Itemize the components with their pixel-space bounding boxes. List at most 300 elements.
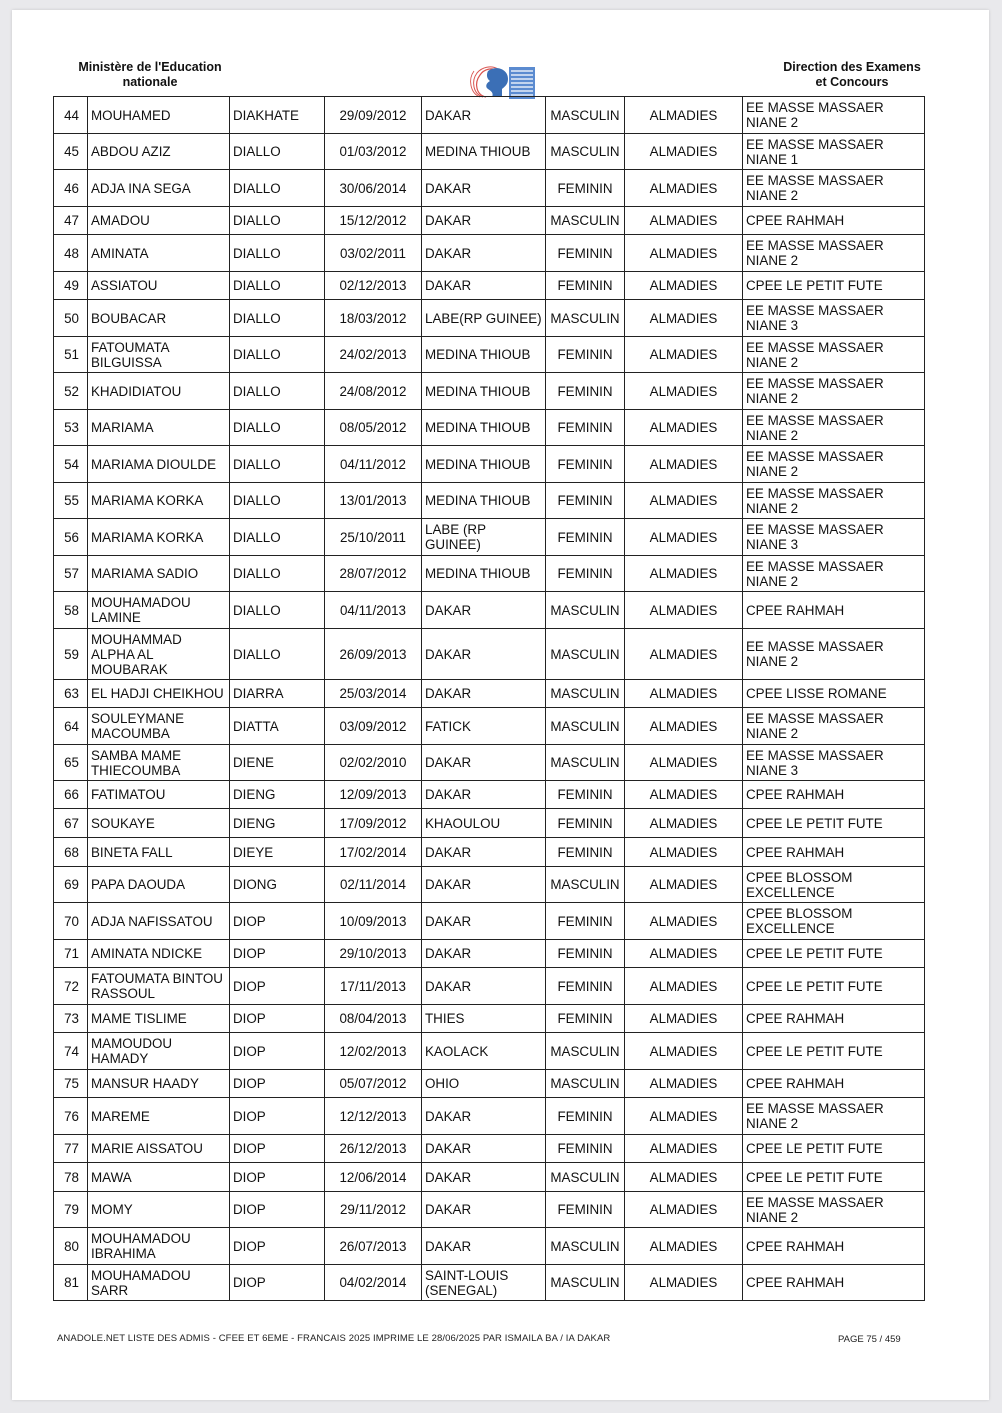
row-number: 49 [54, 272, 88, 300]
birth-date-cell: 02/02/2010 [325, 745, 422, 781]
birth-place-cell: MEDINA THIOUB [422, 556, 546, 592]
first-name-cell: MOUHAMMAD ALPHA AL MOUBARAK [88, 629, 230, 680]
table-row [54, 809, 925, 838]
first-name-cell: SOUKAYE [88, 809, 230, 838]
area-cell: ALMADIES [625, 483, 743, 519]
school-cell: EE MASSE MASSAER NIANE 3 [743, 300, 925, 337]
sex-cell: MASCULIN [546, 97, 625, 134]
row-number: 48 [54, 235, 88, 272]
birth-date-cell: 02/12/2013 [325, 272, 422, 300]
area-cell: ALMADIES [625, 519, 743, 556]
birth-date-cell: 25/03/2014 [325, 680, 422, 708]
birth-place-cell: DAKAR [422, 1192, 546, 1228]
school-cell: CPEE RAHMAH [743, 1070, 925, 1098]
birth-place-cell: DAKAR [422, 235, 546, 272]
birth-date-cell: 29/11/2012 [325, 1192, 422, 1228]
table-row [54, 1005, 925, 1033]
row-number: 51 [54, 337, 88, 373]
first-name-cell: AMADOU [88, 207, 230, 235]
ministry-name-line1: Ministère de l'Education [78, 60, 222, 74]
birth-place-cell: MEDINA THIOUB [422, 134, 546, 170]
last-name-cell: DIALLO [230, 134, 325, 170]
sex-cell: FEMININ [546, 1005, 625, 1033]
school-cell: EE MASSE MASSAER NIANE 3 [743, 745, 925, 781]
area-cell: ALMADIES [625, 940, 743, 968]
school-cell: EE MASSE MASSAER NIANE 2 [743, 97, 925, 134]
row-number: 77 [54, 1135, 88, 1163]
first-name-cell: FATIMATOU [88, 781, 230, 809]
birth-date-cell: 02/11/2014 [325, 867, 422, 903]
area-cell: ALMADIES [625, 1265, 743, 1301]
sex-cell: FEMININ [546, 446, 625, 483]
area-cell: ALMADIES [625, 410, 743, 446]
sex-cell: FEMININ [546, 373, 625, 410]
row-number: 56 [54, 519, 88, 556]
birth-date-cell: 26/07/2013 [325, 1228, 422, 1265]
birth-date-cell: 18/03/2012 [325, 300, 422, 337]
birth-place-cell: DAKAR [422, 207, 546, 235]
school-cell: EE MASSE MASSAER NIANE 2 [743, 410, 925, 446]
table-row [54, 1033, 925, 1070]
area-cell: ALMADIES [625, 300, 743, 337]
school-cell: EE MASSE MASSAER NIANE 2 [743, 337, 925, 373]
area-cell: ALMADIES [625, 272, 743, 300]
admitted-candidates-table [53, 96, 925, 1301]
birth-date-cell: 08/04/2013 [325, 1005, 422, 1033]
last-name-cell: DIEYE [230, 838, 325, 867]
area-cell: ALMADIES [625, 680, 743, 708]
table-row [54, 838, 925, 867]
birth-date-cell: 17/02/2014 [325, 838, 422, 867]
last-name-cell: DIOP [230, 1135, 325, 1163]
school-cell: EE MASSE MASSAER NIANE 3 [743, 519, 925, 556]
area-cell: ALMADIES [625, 337, 743, 373]
birth-date-cell: 04/11/2013 [325, 592, 422, 629]
table-row [54, 1192, 925, 1228]
row-number: 52 [54, 373, 88, 410]
school-cell: CPEE LE PETIT FUTE [743, 272, 925, 300]
area-cell: ALMADIES [625, 903, 743, 940]
last-name-cell: DIALLO [230, 410, 325, 446]
birth-place-cell: MEDINA THIOUB [422, 410, 546, 446]
sex-cell: MASCULIN [546, 1033, 625, 1070]
table-row [54, 410, 925, 446]
school-cell: CPEE LE PETIT FUTE [743, 1135, 925, 1163]
sex-cell: MASCULIN [546, 629, 625, 680]
area-cell: ALMADIES [625, 1070, 743, 1098]
last-name-cell: DIOP [230, 1265, 325, 1301]
birth-date-cell: 13/01/2013 [325, 483, 422, 519]
birth-place-cell: MEDINA THIOUB [422, 446, 546, 483]
table-row [54, 272, 925, 300]
area-cell: ALMADIES [625, 968, 743, 1005]
sex-cell: FEMININ [546, 170, 625, 207]
birth-date-cell: 01/03/2012 [325, 134, 422, 170]
last-name-cell: DIOP [230, 1228, 325, 1265]
sex-cell: MASCULIN [546, 1228, 625, 1265]
birth-date-cell: 26/12/2013 [325, 1135, 422, 1163]
page-number: PAGE 75 / 459 [838, 1334, 901, 1345]
first-name-cell: EL HADJI CHEIKHOU [88, 680, 230, 708]
last-name-cell: DIALLO [230, 446, 325, 483]
school-cell: EE MASSE MASSAER NIANE 2 [743, 446, 925, 483]
table-row [54, 1135, 925, 1163]
table-row [54, 745, 925, 781]
sex-cell: FEMININ [546, 483, 625, 519]
birth-place-cell: DAKAR [422, 272, 546, 300]
last-name-cell: DIALLO [230, 629, 325, 680]
birth-date-cell: 04/02/2014 [325, 1265, 422, 1301]
last-name-cell: DIONG [230, 867, 325, 903]
table-row [54, 1098, 925, 1135]
birth-place-cell: DAKAR [422, 629, 546, 680]
first-name-cell: MARIAMA KORKA [88, 519, 230, 556]
area-cell: ALMADIES [625, 1228, 743, 1265]
area-cell: ALMADIES [625, 867, 743, 903]
first-name-cell: MANSUR HAADY [88, 1070, 230, 1098]
row-number: 58 [54, 592, 88, 629]
birth-date-cell: 10/09/2013 [325, 903, 422, 940]
last-name-cell: DIENE [230, 745, 325, 781]
birth-date-cell: 12/06/2014 [325, 1163, 422, 1192]
last-name-cell: DIOP [230, 903, 325, 940]
school-cell: CPEE LE PETIT FUTE [743, 809, 925, 838]
last-name-cell: DIALLO [230, 300, 325, 337]
sex-cell: FEMININ [546, 781, 625, 809]
birth-place-cell: OHIO [422, 1070, 546, 1098]
table-row [54, 1228, 925, 1265]
birth-date-cell: 17/09/2012 [325, 809, 422, 838]
first-name-cell: MARIAMA KORKA [88, 483, 230, 519]
sex-cell: FEMININ [546, 968, 625, 1005]
area-cell: ALMADIES [625, 556, 743, 592]
school-cell: CPEE LISSE ROMANE [743, 680, 925, 708]
first-name-cell: MARIAMA [88, 410, 230, 446]
sex-cell: FEMININ [546, 1135, 625, 1163]
row-number: 69 [54, 867, 88, 903]
birth-place-cell: DAKAR [422, 592, 546, 629]
birth-date-cell: 24/02/2013 [325, 337, 422, 373]
table-row [54, 708, 925, 745]
area-cell: ALMADIES [625, 170, 743, 207]
school-cell: EE MASSE MASSAER NIANE 2 [743, 483, 925, 519]
directorate-header [767, 60, 937, 90]
sex-cell: FEMININ [546, 903, 625, 940]
area-cell: ALMADIES [625, 1098, 743, 1135]
row-number: 63 [54, 680, 88, 708]
sex-cell: MASCULIN [546, 134, 625, 170]
table-row [54, 1265, 925, 1301]
sex-cell: FEMININ [546, 838, 625, 867]
table-row [54, 373, 925, 410]
area-cell: ALMADIES [625, 1192, 743, 1228]
sex-cell: FEMININ [546, 272, 625, 300]
area-cell: ALMADIES [625, 134, 743, 170]
school-cell: CPEE RAHMAH [743, 838, 925, 867]
birth-place-cell: LABE(RP GUINEE) [422, 300, 546, 337]
sex-cell: MASCULIN [546, 207, 625, 235]
area-cell: ALMADIES [625, 1135, 743, 1163]
birth-place-cell: DAKAR [422, 97, 546, 134]
area-cell: ALMADIES [625, 809, 743, 838]
last-name-cell: DIAKHATE [230, 97, 325, 134]
last-name-cell: DIALLO [230, 170, 325, 207]
last-name-cell: DIOP [230, 1070, 325, 1098]
school-cell: CPEE LE PETIT FUTE [743, 1163, 925, 1192]
birth-place-cell: LABE (RP GUINEE) [422, 519, 546, 556]
school-cell: CPEE LE PETIT FUTE [743, 1033, 925, 1070]
last-name-cell: DIOP [230, 1033, 325, 1070]
birth-place-cell: DAKAR [422, 1228, 546, 1265]
school-cell: CPEE RAHMAH [743, 1265, 925, 1301]
first-name-cell: AMINATA [88, 235, 230, 272]
directorate-name-line1: Direction des Examens [783, 60, 921, 74]
first-name-cell: ADJA NAFISSATOU [88, 903, 230, 940]
birth-date-cell: 29/09/2012 [325, 97, 422, 134]
birth-place-cell: DAKAR [422, 1163, 546, 1192]
first-name-cell: MAREME [88, 1098, 230, 1135]
table-row [54, 134, 925, 170]
last-name-cell: DIALLO [230, 337, 325, 373]
school-cell: CPEE RAHMAH [743, 1005, 925, 1033]
area-cell: ALMADIES [625, 745, 743, 781]
birth-date-cell: 25/10/2011 [325, 519, 422, 556]
first-name-cell: PAPA DAOUDA [88, 867, 230, 903]
first-name-cell: MARIAMA SADIO [88, 556, 230, 592]
table-row [54, 483, 925, 519]
table-row [54, 903, 925, 940]
row-number: 70 [54, 903, 88, 940]
first-name-cell: MAWA [88, 1163, 230, 1192]
school-cell: CPEE RAHMAH [743, 207, 925, 235]
birth-place-cell: DAKAR [422, 903, 546, 940]
first-name-cell: MAMOUDOU HAMADY [88, 1033, 230, 1070]
birth-place-cell: DAKAR [422, 940, 546, 968]
table-row [54, 556, 925, 592]
birth-place-cell: KHAOULOU [422, 809, 546, 838]
row-number: 45 [54, 134, 88, 170]
birth-place-cell: DAKAR [422, 1135, 546, 1163]
sex-cell: FEMININ [546, 1192, 625, 1228]
table-row [54, 519, 925, 556]
last-name-cell: DIALLO [230, 272, 325, 300]
table-row [54, 629, 925, 680]
area-cell: ALMADIES [625, 1005, 743, 1033]
table-row [54, 170, 925, 207]
row-number: 59 [54, 629, 88, 680]
table-row [54, 337, 925, 373]
first-name-cell: BOUBACAR [88, 300, 230, 337]
last-name-cell: DIALLO [230, 207, 325, 235]
last-name-cell: DIOP [230, 1192, 325, 1228]
school-cell: EE MASSE MASSAER NIANE 1 [743, 134, 925, 170]
school-cell: EE MASSE MASSAER NIANE 2 [743, 1098, 925, 1135]
birth-place-cell: MEDINA THIOUB [422, 373, 546, 410]
sex-cell: FEMININ [546, 410, 625, 446]
area-cell: ALMADIES [625, 1033, 743, 1070]
area-cell: ALMADIES [625, 838, 743, 867]
last-name-cell: DIALLO [230, 373, 325, 410]
school-cell: EE MASSE MASSAER NIANE 2 [743, 235, 925, 272]
birth-place-cell: MEDINA THIOUB [422, 483, 546, 519]
school-cell: EE MASSE MASSAER NIANE 2 [743, 556, 925, 592]
school-cell: EE MASSE MASSAER NIANE 2 [743, 708, 925, 745]
birth-place-cell: DAKAR [422, 170, 546, 207]
row-number: 66 [54, 781, 88, 809]
last-name-cell: DIOP [230, 1005, 325, 1033]
row-number: 80 [54, 1228, 88, 1265]
first-name-cell: MARIE AISSATOU [88, 1135, 230, 1163]
birth-place-cell: DAKAR [422, 867, 546, 903]
table-row [54, 446, 925, 483]
birth-place-cell: DAKAR [422, 1098, 546, 1135]
row-number: 73 [54, 1005, 88, 1033]
birth-place-cell: KAOLACK [422, 1033, 546, 1070]
last-name-cell: DIOP [230, 1163, 325, 1192]
table-row [54, 1163, 925, 1192]
last-name-cell: DIALLO [230, 519, 325, 556]
row-number: 46 [54, 170, 88, 207]
footer-print-info: ANADOLE.NET LISTE DES ADMIS - CFEE ET 6EME - FRANCAIS 2025 IMPRIME LE 28/06/2025 PAR ISMAILA BA / IA DAKAR [57, 1333, 611, 1344]
sex-cell: MASCULIN [546, 708, 625, 745]
school-cell: CPEE RAHMAH [743, 592, 925, 629]
row-number: 81 [54, 1265, 88, 1301]
ministry-header [60, 60, 240, 90]
last-name-cell: DIOP [230, 968, 325, 1005]
row-number: 50 [54, 300, 88, 337]
birth-date-cell: 04/11/2012 [325, 446, 422, 483]
sex-cell: FEMININ [546, 809, 625, 838]
table-row [54, 781, 925, 809]
birth-place-cell: DAKAR [422, 781, 546, 809]
school-cell: EE MASSE MASSAER NIANE 2 [743, 1192, 925, 1228]
ministry-name-line2: nationale [122, 75, 178, 89]
birth-date-cell: 26/09/2013 [325, 629, 422, 680]
first-name-cell: FATOUMATA BINTOU RASSOUL [88, 968, 230, 1005]
sex-cell: MASCULIN [546, 1163, 625, 1192]
last-name-cell: DIENG [230, 781, 325, 809]
birth-place-cell: DAKAR [422, 968, 546, 1005]
school-cell: CPEE BLOSSOM EXCELLENCE [743, 903, 925, 940]
birth-date-cell: 03/02/2011 [325, 235, 422, 272]
row-number: 78 [54, 1163, 88, 1192]
area-cell: ALMADIES [625, 446, 743, 483]
area-cell: ALMADIES [625, 97, 743, 134]
birth-place-cell: DAKAR [422, 745, 546, 781]
row-number: 79 [54, 1192, 88, 1228]
birth-date-cell: 29/10/2013 [325, 940, 422, 968]
school-cell: EE MASSE MASSAER NIANE 2 [743, 629, 925, 680]
birth-date-cell: 30/06/2014 [325, 170, 422, 207]
first-name-cell: MARIAMA DIOULDE [88, 446, 230, 483]
birth-date-cell: 17/11/2013 [325, 968, 422, 1005]
first-name-cell: SOULEYMANE MACOUMBA [88, 708, 230, 745]
sex-cell: FEMININ [546, 235, 625, 272]
school-cell: CPEE RAHMAH [743, 781, 925, 809]
last-name-cell: DIARRA [230, 680, 325, 708]
birth-place-cell: THIES [422, 1005, 546, 1033]
birth-date-cell: 15/12/2012 [325, 207, 422, 235]
first-name-cell: MOUHAMADOU SARR [88, 1265, 230, 1301]
row-number: 67 [54, 809, 88, 838]
area-cell: ALMADIES [625, 629, 743, 680]
row-number: 74 [54, 1033, 88, 1070]
last-name-cell: DIOP [230, 940, 325, 968]
birth-date-cell: 12/02/2013 [325, 1033, 422, 1070]
birth-date-cell: 24/08/2012 [325, 373, 422, 410]
birth-date-cell: 08/05/2012 [325, 410, 422, 446]
first-name-cell: AMINATA NDICKE [88, 940, 230, 968]
first-name-cell: MOUHAMED [88, 97, 230, 134]
first-name-cell: FATOUMATA BILGUISSA [88, 337, 230, 373]
table-row [54, 867, 925, 903]
row-number: 53 [54, 410, 88, 446]
sex-cell: MASCULIN [546, 300, 625, 337]
birth-date-cell: 28/07/2012 [325, 556, 422, 592]
sex-cell: MASCULIN [546, 1070, 625, 1098]
table-row [54, 300, 925, 337]
sex-cell: MASCULIN [546, 680, 625, 708]
last-name-cell: DIALLO [230, 235, 325, 272]
row-number: 72 [54, 968, 88, 1005]
area-cell: ALMADIES [625, 708, 743, 745]
area-cell: ALMADIES [625, 592, 743, 629]
birth-date-cell: 12/09/2013 [325, 781, 422, 809]
table-row [54, 968, 925, 1005]
first-name-cell: ADJA INA SEGA [88, 170, 230, 207]
sex-cell: FEMININ [546, 337, 625, 373]
sex-cell: FEMININ [546, 1098, 625, 1135]
row-number: 57 [54, 556, 88, 592]
row-number: 55 [54, 483, 88, 519]
birth-date-cell: 12/12/2013 [325, 1098, 422, 1135]
last-name-cell: DIATTA [230, 708, 325, 745]
row-number: 64 [54, 708, 88, 745]
sex-cell: MASCULIN [546, 745, 625, 781]
sex-cell: MASCULIN [546, 592, 625, 629]
last-name-cell: DIALLO [230, 483, 325, 519]
table-row [54, 680, 925, 708]
school-cell: EE MASSE MASSAER NIANE 2 [743, 170, 925, 207]
last-name-cell: DIOP [230, 1098, 325, 1135]
row-number: 68 [54, 838, 88, 867]
document-page [12, 10, 989, 1400]
school-cell: CPEE LE PETIT FUTE [743, 940, 925, 968]
area-cell: ALMADIES [625, 1163, 743, 1192]
area-cell: ALMADIES [625, 207, 743, 235]
first-name-cell: MAME TISLIME [88, 1005, 230, 1033]
school-cell: CPEE BLOSSOM EXCELLENCE [743, 867, 925, 903]
table-row [54, 207, 925, 235]
first-name-cell: ABDOU AZIZ [88, 134, 230, 170]
birth-place-cell: DAKAR [422, 838, 546, 867]
school-cell: CPEE RAHMAH [743, 1228, 925, 1265]
sex-cell: MASCULIN [546, 867, 625, 903]
row-number: 44 [54, 97, 88, 134]
table-row [54, 97, 925, 134]
table-row [54, 592, 925, 629]
sex-cell: MASCULIN [546, 1265, 625, 1301]
row-number: 54 [54, 446, 88, 483]
row-number: 47 [54, 207, 88, 235]
first-name-cell: MOUHAMADOU IBRAHIMA [88, 1228, 230, 1265]
row-number: 65 [54, 745, 88, 781]
first-name-cell: BINETA FALL [88, 838, 230, 867]
row-number: 71 [54, 940, 88, 968]
sex-cell: FEMININ [546, 940, 625, 968]
sex-cell: FEMININ [546, 556, 625, 592]
first-name-cell: SAMBA MAME THIECOUMBA [88, 745, 230, 781]
